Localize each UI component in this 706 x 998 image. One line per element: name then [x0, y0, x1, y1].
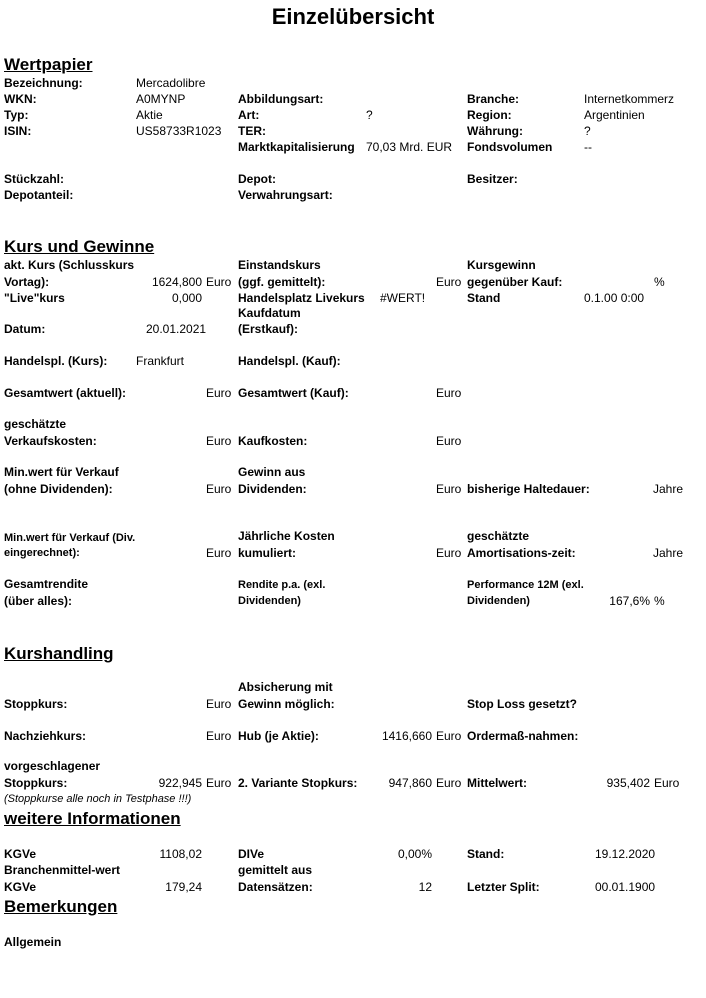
handelsplatz-live-value: #WERT! [380, 291, 426, 305]
variante-label: 2. Variante Stopkurs: [238, 776, 358, 790]
live-kurs-value: 0,000 [171, 291, 202, 305]
gemittelt-label-1: gemittelt aus [238, 863, 313, 877]
testphase-note: (Stoppkurse alle noch in Testphase !!!) [4, 793, 192, 805]
isin-label: ISIN: [4, 124, 32, 138]
depotanteil-label: Depotanteil: [4, 188, 74, 202]
stand-weitere-value: 19.12.2020 [595, 847, 656, 861]
art-value: ? [366, 108, 373, 122]
performance-unit: % [654, 594, 665, 608]
vorgeschlagen-unit: Euro [206, 776, 232, 790]
haltedauer-unit: Jahre [653, 482, 684, 496]
gesamtwert-aktuell-label: Gesamtwert (aktuell): [4, 386, 127, 400]
verwahrungsart-label: Verwahrungsart: [238, 188, 333, 202]
marktkap-value: 70,03 Mrd. EUR [366, 140, 453, 154]
minwert-div-label-2: eingerechnet): [4, 547, 80, 559]
vorgeschlagen-value: 922,945 [158, 776, 202, 790]
stand-value: 0.1.00 0:00 [584, 291, 645, 305]
akt-kurs-label-1: akt. Kurs (Schlusskurs [4, 258, 135, 272]
branche-kgve-value: 179,24 [165, 880, 202, 894]
datum-value: 20.01.2021 [146, 322, 207, 336]
kgve-value: 1108,02 [159, 847, 202, 861]
mittelwert-unit: Euro [654, 776, 680, 790]
depot-label: Depot: [238, 172, 276, 186]
einstand-unit: Euro [436, 275, 462, 289]
branche-kgve-label-1: Branchenmittel-wert [4, 863, 121, 877]
marktkap-label: Marktkapitalisierung [238, 140, 355, 154]
hub-unit: Euro [436, 729, 462, 743]
stand-label: Stand [467, 291, 501, 305]
bezeichnung-value: Mercadolibre [136, 76, 206, 90]
verkaufskosten-unit: Euro [206, 434, 232, 448]
gesamtwert-kauf-unit: Euro [436, 386, 462, 400]
jaehrl-kosten-label-1: Jährliche Kosten [238, 529, 335, 543]
einstand-label-2: (ggf. gemittelt): [238, 275, 326, 289]
hub-label: Hub (je Aktie): [238, 729, 319, 743]
akt-kurs-unit: Euro [206, 275, 232, 289]
dive-label: DIVe [238, 847, 265, 861]
mittelwert-label: Mittelwert: [467, 776, 527, 790]
rendite-label-1: Rendite p.a. (exl. [238, 579, 326, 591]
kursgewinn-label-2: gegenüber Kauf: [467, 275, 563, 289]
minwert-div-label-1: Min.wert für Verkauf (Div. [4, 532, 136, 544]
gewinn-div-unit: Euro [436, 482, 462, 496]
stoploss-label: Stop Loss gesetzt? [467, 697, 578, 711]
fondsvolumen-label: Fondsvolumen [467, 140, 553, 154]
absicherung-label-2: Gewinn möglich: [238, 697, 335, 711]
verkaufskosten-label-1: geschätzte [4, 417, 67, 431]
typ-label: Typ: [4, 108, 29, 122]
kursgewinn-label-1: Kursgewinn [467, 258, 536, 272]
page-title: Einzelübersicht [271, 4, 435, 29]
kaufkosten-unit: Euro [436, 434, 462, 448]
split-label: Letzter Split: [467, 880, 540, 894]
kaufdatum-label-1: Kaufdatum [238, 306, 301, 320]
handelspl-kurs-label: Handelspl. (Kurs): [4, 354, 108, 368]
wkn-value: A0MYNP [136, 92, 186, 106]
waehrung-value: ? [584, 124, 591, 138]
gesamtwert-aktuell-unit: Euro [206, 386, 232, 400]
dive-value: 0,00% [397, 847, 432, 861]
besitzer-label: Besitzer: [467, 172, 518, 186]
amort-label-2: Amortisations-zeit: [467, 546, 576, 560]
performance-value: 167,6% [609, 594, 650, 608]
abbildungsart-label: Abbildungsart: [238, 92, 324, 106]
stand-weitere-label: Stand: [467, 847, 505, 861]
akt-kurs-label-2: Vortag): [4, 275, 50, 289]
kgve-label: KGVe [4, 847, 37, 861]
branche-kgve-label-2: KGVe [4, 880, 37, 894]
stoppkurs-label: Stoppkurs: [4, 697, 68, 711]
gesamtrendite-label-1: Gesamtrendite [4, 577, 89, 591]
gesamtwert-kauf-label: Gesamtwert (Kauf): [238, 386, 349, 400]
hub-value: 1416,660 [381, 729, 432, 743]
ordermass-label: Ordermaß-nahmen: [467, 729, 579, 743]
section-weitere-informationen: weitere Informationen [4, 809, 181, 828]
kaufdatum-label-2: (Erstkauf): [238, 322, 299, 336]
branche-value: Internetkommerz [584, 92, 675, 106]
stueckzahl-label: Stückzahl: [4, 172, 65, 186]
split-value: 00.01.1900 [595, 880, 656, 894]
performance-label-1: Performance 12M (exl. [467, 579, 584, 591]
live-kurs-label: "Live"kurs [4, 291, 65, 305]
bezeichnung-label: Bezeichnung: [4, 76, 83, 90]
nachziehkurs-label: Nachziehkurs: [4, 729, 87, 743]
rendite-label-2: Dividenden) [238, 595, 301, 607]
region-value: Argentinien [584, 108, 645, 122]
waehrung-label: Währung: [467, 124, 523, 138]
variante-value: 947,860 [388, 776, 432, 790]
verkaufskosten-label-2: Verkaufskosten: [4, 434, 97, 448]
jaehrl-kosten-label-2: kumuliert: [238, 546, 297, 560]
gemittelt-label-2: Datensätzen: [238, 880, 313, 894]
minwert-label-1: Min.wert für Verkauf [4, 465, 119, 479]
section-kurs-und-gewinne: Kurs und Gewinne [4, 237, 155, 256]
typ-value: Aktie [136, 108, 163, 122]
gemittelt-value: 12 [418, 880, 432, 894]
mittelwert-value: 935,402 [606, 776, 650, 790]
minwert-label-2: (ohne Dividenden): [4, 482, 113, 496]
minwert-div-unit: Euro [206, 546, 232, 560]
section-bemerkungen: Bemerkungen [4, 897, 118, 916]
stoppkurs-unit: Euro [206, 697, 232, 711]
fondsvolumen-value: -- [584, 140, 592, 154]
gewinn-div-label-1: Gewinn aus [238, 465, 306, 479]
region-label: Region: [467, 108, 512, 122]
absicherung-label-1: Absicherung mit [238, 680, 333, 694]
isin-value: US58733R1023 [136, 124, 222, 138]
gewinn-div-label-2: Dividenden: [238, 482, 307, 496]
gesamtrendite-label-2: (über alles): [4, 594, 73, 608]
section-kurshandling: Kurshandling [4, 644, 114, 663]
allgemein-label: Allgemein [4, 935, 62, 949]
einstand-label-1: Einstandskurs [238, 258, 321, 272]
amort-unit: Jahre [653, 546, 684, 560]
amort-label-1: geschätzte [467, 529, 530, 543]
kaufkosten-label: Kaufkosten: [238, 434, 308, 448]
nachziehkurs-unit: Euro [206, 729, 232, 743]
art-label: Art: [238, 108, 260, 122]
haltedauer-label: bisherige Haltedauer: [467, 482, 590, 496]
vorgeschlagen-label-1: vorgeschlagener [4, 759, 101, 773]
section-wertpapier: Wertpapier [4, 55, 93, 74]
vorgeschlagen-label-2: Stoppkurs: [4, 776, 68, 790]
variante-unit: Euro [436, 776, 462, 790]
handelsplatz-live-label: Handelsplatz Livekurs [238, 291, 365, 305]
datum-label: Datum: [4, 322, 46, 336]
akt-kurs-value: 1624,800 [151, 275, 202, 289]
branche-label: Branche: [467, 92, 520, 106]
minwert-unit: Euro [206, 482, 232, 496]
kursgewinn-unit: % [654, 275, 665, 289]
jaehrl-kosten-unit: Euro [436, 546, 462, 560]
performance-label-2: Dividenden) [467, 595, 530, 607]
ter-label: TER: [238, 124, 266, 138]
handelspl-kurs-value: Frankfurt [136, 354, 185, 368]
wkn-label: WKN: [4, 92, 37, 106]
handelspl-kauf-label: Handelspl. (Kauf): [238, 354, 341, 368]
